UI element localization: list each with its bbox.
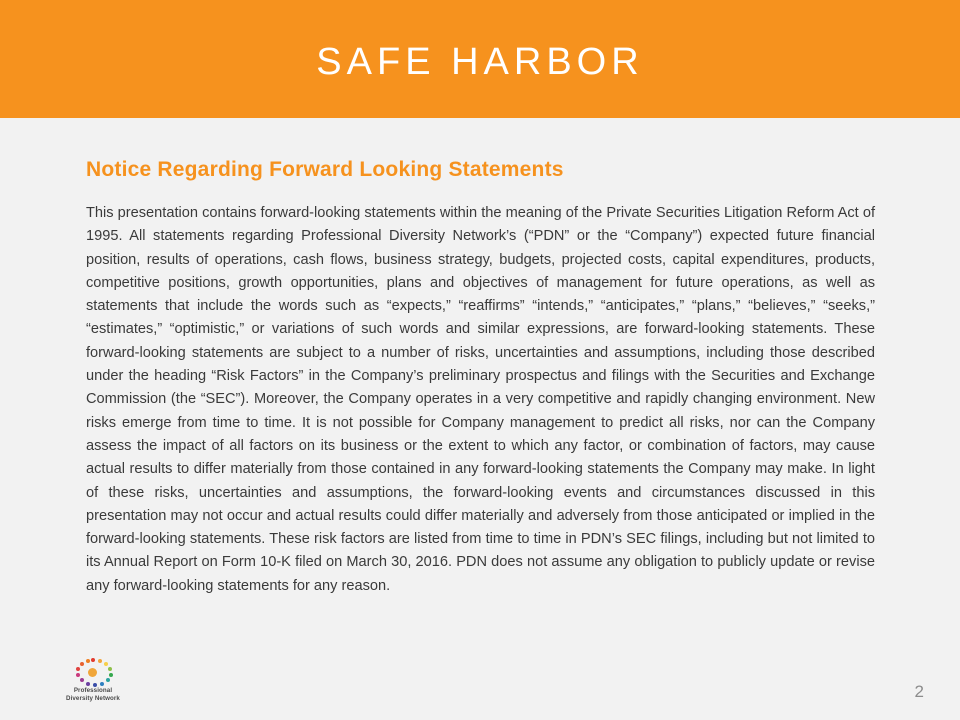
page-number: 2 [914,682,924,701]
disclaimer-paragraph: This presentation contains forward-looking statements within the meaning of the Private Securities Litigation Reform Act of 1995. All statements regarding Professional Diversity Network’s (“PDN” or the “Company”) expected future financial position, results of operations, cash flows, business strategy, budgets, projected costs, capital expenditures, products, competitive positions, growth opportunities, plans and objectives of management for future operations, as well as statements that include the words such as “expects,” “reaffirms” “intends,” “anticipates,” “plans,” “believes,” “seeks,” “estimates,” “optimistic,” or variations of such words and similar expressions, are forward-looking statements. These forward-looking statements are subject to a number of risks, uncertainties and assumptions, including those described under the heading “Risk Factors” in the Company’s preliminary prospectus and filings with the Securities and Exchange Commission (the “SEC”). Moreover, the Company operates in a very competitive and rapidly changing environment. New risks emerge from time to time. It is not possible for Company management to predict all risks, nor can the Company assess the impact of all factors on its business or the extent to which any factor, or combination of factors, may cause actual results to differ materially from those contained in any forward-looking statements the Company may make. In light of these risks, uncertainties and assumptions, the forward-looking events and circumstances discussed in this presentation may not occur and actual results could differ materially and adversely from those anticipated or implied in the forward-looking statements. These risk factors are listed from time to time in PDN’s SEC filings, including but not limited to its Annual Report on Form 10-K filed on March 30, 2016. PDN does not assume any obligation to publicly update or revise any forward-looking statements for any reason. [86,205,875,594]
logo-mark-icon [70,658,116,686]
section-heading: Notice Regarding Forward Looking Statements [86,158,564,181]
slide-body [0,118,960,720]
page-title: SAFE HARBOR [316,40,644,83]
logo-text-line2: Diversity Network [66,694,120,702]
logo-text-line1: Professional [73,687,113,694]
logo-text [58,687,128,702]
company-logo [58,658,128,704]
